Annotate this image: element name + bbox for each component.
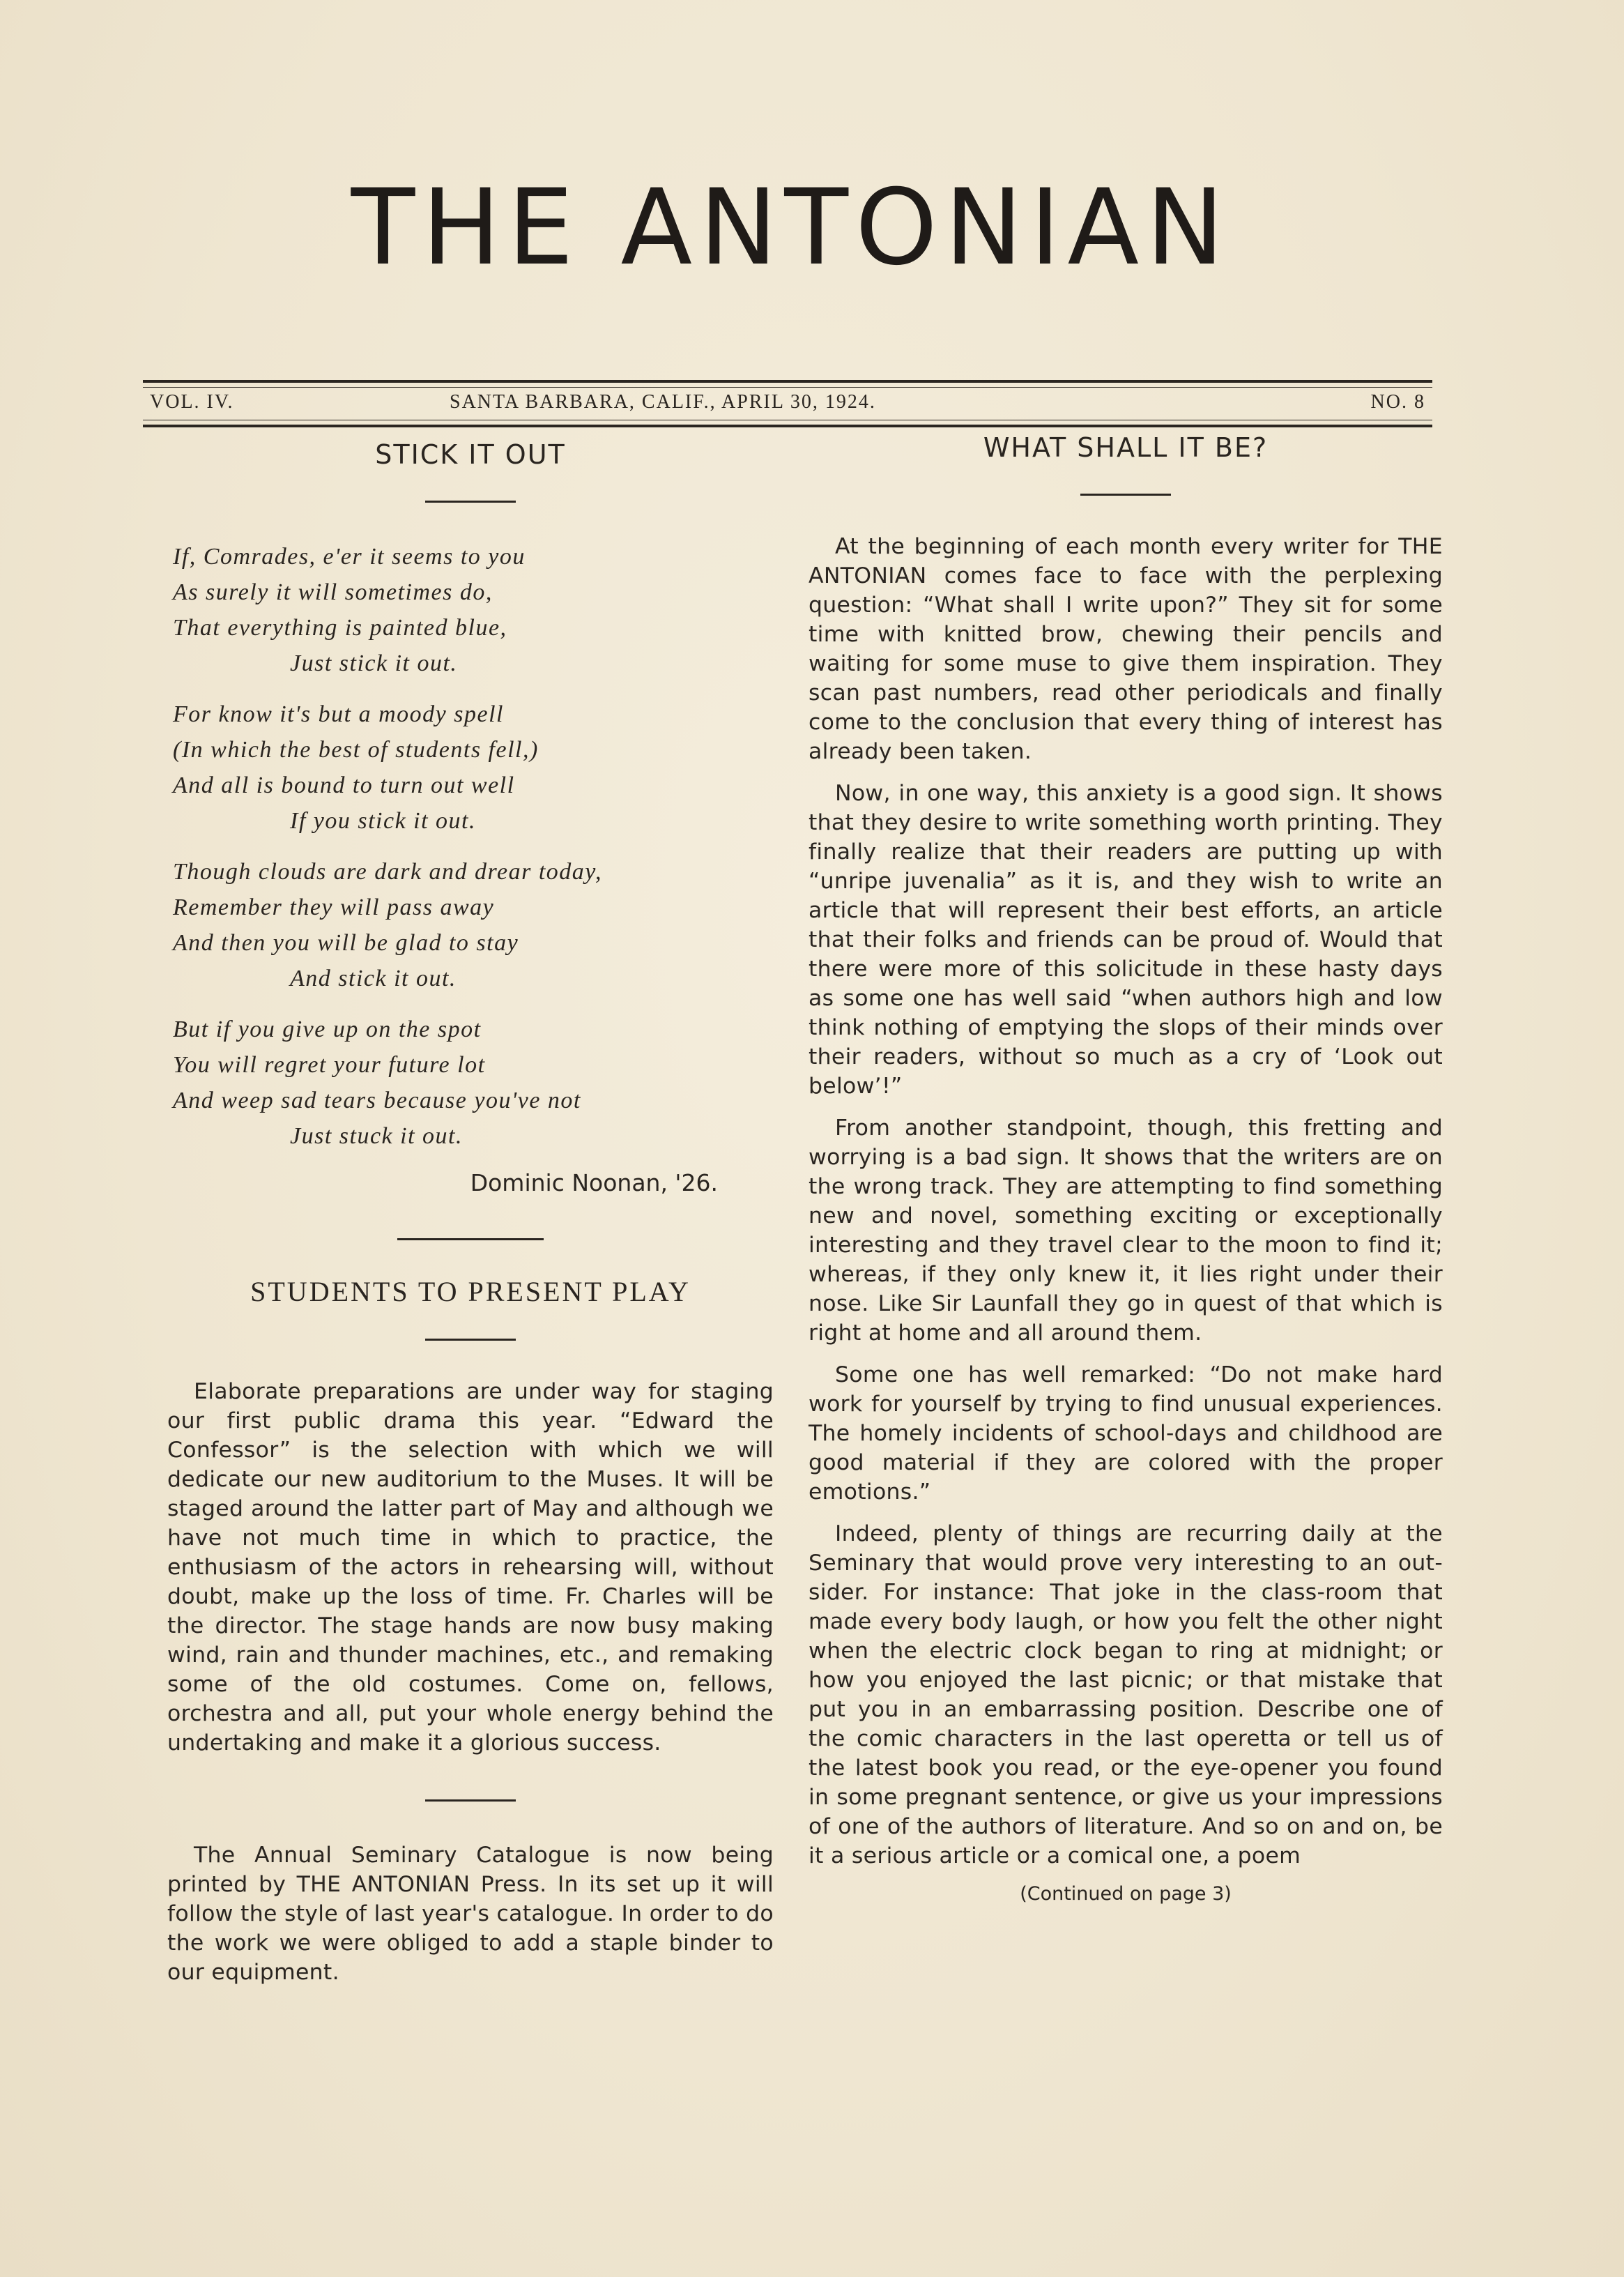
divider <box>1080 494 1171 496</box>
poem-stanza <box>173 854 774 996</box>
right-column <box>809 432 1443 1905</box>
continued-note: (Continued on page 3) <box>1020 1883 1232 1905</box>
place-date-label: SANTA BARBARA, CALIF., APRIL 30, 1924. <box>450 391 876 413</box>
dateline-bar <box>143 380 1432 427</box>
poem-stanza <box>173 1012 774 1154</box>
poem-refrain: Just stuck it out. <box>290 1123 463 1149</box>
poem-author: Dominic Noonan, '26. <box>470 1169 718 1196</box>
play-title: STUDENTS TO PRESENT PLAY <box>250 1276 691 1307</box>
divider <box>425 1339 516 1341</box>
poem-line: You will regret your future lot <box>173 1052 486 1078</box>
article-title: WHAT SHALL IT BE? <box>983 432 1269 463</box>
catalogue-notice-text: The Annual Seminary Catalogue is now being printed by THE ANTONIAN Press. In its set up it will follow the style of last year's catalogue. In order to do the work we were obliged to add a staple binder to our equipment. <box>167 1843 774 1985</box>
article-paragraph: At the beginning of each month every writer for THE ANTONIAN comes face to face with the perplexing question: “What shall I write upon?” They sit for some time with knitted brow, chewing their pencils and waiting for some muse to give them inspiration. They scan past numbers, read other periodicals and finally come to the conclusion that every thing of interest has already been taken. <box>809 534 1443 764</box>
divider <box>425 501 516 503</box>
poem-line: But if you give up on the spot <box>173 1016 482 1042</box>
play-article-text: Elaborate preparations are under way for staging our first public drama this year. “Edward the Confessor” is the selection with which we will dedicate our new auditorium to the Muses. It will be staged around the latter part of May and although we have not much time in which to practice, the enthusiasm of the actors in rehearsing will, without doubt, make up the loss of time. Fr. Charles will be the director. The stage hands are now busy making wind, rain and thunder machines, etc., and remaking some of the old costumes. Come on, fellows, orchestra and all, put your whole energy behind the undertaking and make it a glorious success. <box>167 1379 774 1756</box>
poem-line: And all is bound to turn out well <box>173 772 515 798</box>
poem-line: For know it's but a moody spell <box>173 701 504 727</box>
divider <box>397 1238 544 1240</box>
article-paragraph: Indeed, plenty of things are recurring daily at the Seminary that would prove very interesting to an out-sider. For instance: That joke in the class-room that made every body laugh, or how you felt the other night when the electric clock began to ring at midnight; or how you enjoyed the last picnic; or that mistake that put you in an embarrassing position. Describe one of the comic characters in the last operetta or tell us of the latest book you read, or the eye-opener you found in some pregnant sentence, or give us your impressions of one of the authors of literature. And so on and on, be it a serious article or a comical one, a poem <box>809 1521 1443 1868</box>
poem-refrain: If you stick it out. <box>290 808 477 834</box>
divider <box>425 1799 516 1802</box>
article-paragraph: From another standpoint, though, this fretting and worrying is a bad sign. It shows that the writers are on the wrong track. They are attempting to find something new and novel, something exciting or exceptionally interesting and they travel clear to the moon to find it; whereas, if they only knew it, it lies right under their nose. Like Sir Launfall they go in quest of that which is right at home and all around them. <box>809 1115 1443 1346</box>
poem-stanza <box>173 696 774 839</box>
poem-line: And weep sad tears because you've not <box>173 1088 581 1113</box>
poem-line: Though clouds are dark and drear today, <box>173 859 603 885</box>
poem-refrain: Just stick it out. <box>290 650 458 676</box>
poem-line: That everything is painted blue, <box>173 615 507 641</box>
poem-title: STICK IT OUT <box>375 439 566 470</box>
poem-body <box>173 539 774 1154</box>
issue-number-label: NO. 8 <box>1370 391 1425 413</box>
poem-line: If, Comrades, e'er it seems to you <box>173 544 526 570</box>
article-paragraph: Some one has well remarked: “Do not make hard work for yourself by trying to find unusual experiences. The homely incidents of school-days and childhood are good material if they are colored with the proper emotions.” <box>809 1362 1443 1505</box>
poem-line: Remember they will pass away <box>173 894 495 920</box>
volume-label: VOL. IV. <box>150 391 234 413</box>
poem-stanza <box>173 539 774 681</box>
poem-line: As surely it will sometimes do, <box>173 579 493 605</box>
left-column <box>167 439 774 2000</box>
poem-refrain: And stick it out. <box>290 966 457 991</box>
poem-line: (In which the best of students fell,) <box>173 737 539 763</box>
masthead-title: THE ANTONIAN <box>351 167 1232 289</box>
poem-line: And then you will be glad to stay <box>173 930 519 956</box>
article-paragraph: Now, in one way, this anxiety is a good sign. It shows that they desire to write something worth printing. They finally realize that their readers are putting up with “unripe juvenalia” as it is, and they wish to write an article that will represent their best efforts, an article that their folks and friends can be proud of. Would that there were more of this solicitude in these hasty days as some one has well said “when authors high and low think nothing of emptying the slops of their minds over their readers, without so much as a cry of ‘Look out below’!” <box>809 781 1443 1099</box>
